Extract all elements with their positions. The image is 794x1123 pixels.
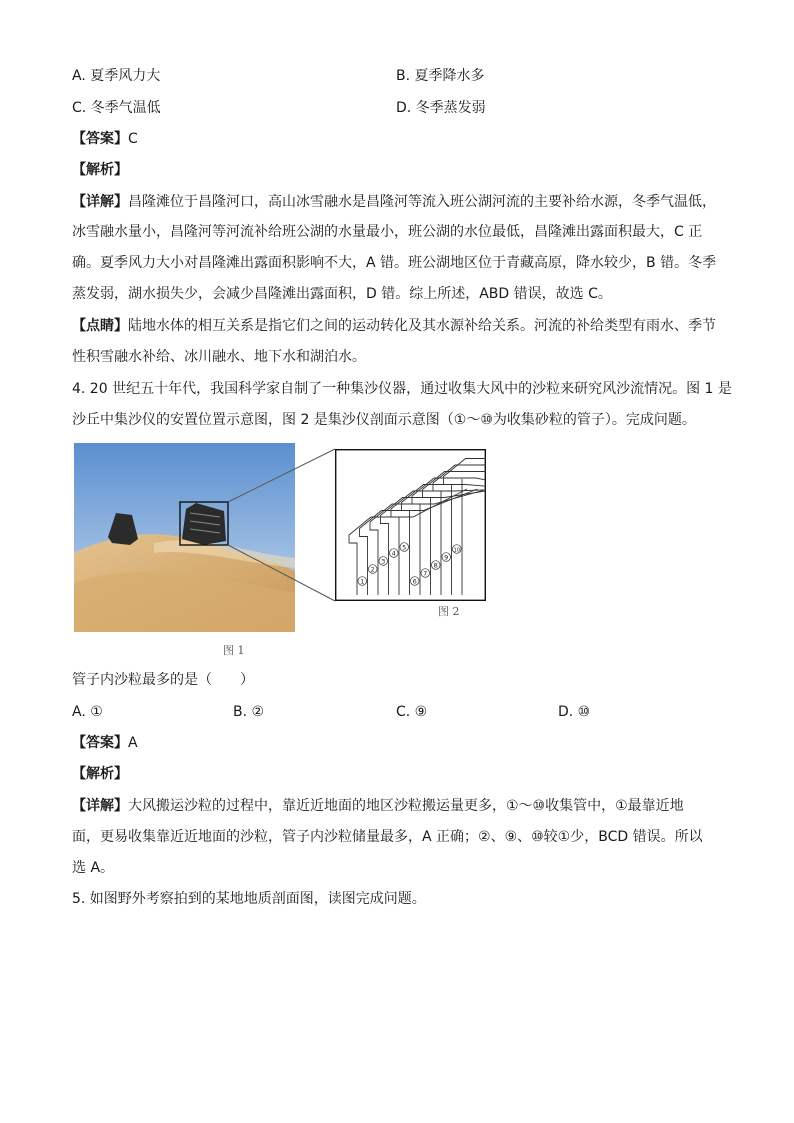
figure-1-photo <box>74 443 295 632</box>
q3-option-a: A. 夏季风力大 <box>72 68 161 84</box>
q4-detail-label: 【详解】 <box>72 798 128 814</box>
q3-point-line-2: 性积雪融水补给、冰川融水、地下水和湖泊水。 <box>72 349 366 365</box>
q3-detail-line-1 <box>72 192 716 212</box>
q3-detail-label: 【详解】 <box>72 194 128 210</box>
q4-option-c: C. ⑨ <box>396 704 428 720</box>
q3-option-b: B. 夏季降水多 <box>396 68 485 84</box>
figure-2-diagram <box>335 449 486 601</box>
q3-point-text: 陆地水体的相互关系是指它们之间的运动转化及其水源补给关系。河流的补给类型有雨水、季节 <box>128 318 716 334</box>
q4-stem-line-1: 4. 20 世纪五十年代，我国科学家自制了一种集沙仪器，通过收集大风中的沙粒来研究风沙流情况。图 1 是 <box>72 381 732 397</box>
q4-stem-line-2: 沙丘中集沙仪的安置位置示意图，图 2 是集沙仪剖面示意图（①～⑩为收集砂粒的管子）。完成问题。 <box>72 412 696 428</box>
q4-answer <box>72 733 138 753</box>
q3-detail-line-3: 确。夏季风力大小对昌隆滩出露面积影响不大，A 错。班公湖地区位于青藏高原，降水较少，B 错。冬季 <box>72 255 717 271</box>
q4-answer-label: 【答案】 <box>72 735 128 751</box>
q3-answer-label: 【答案】 <box>72 131 128 147</box>
tube-number-label: 2 <box>370 565 375 574</box>
q4-question: 管子内沙粒最多的是（ ） <box>72 672 254 688</box>
figure-1-caption: 图 1 <box>223 644 245 657</box>
q4-answer-value: A <box>128 735 138 751</box>
figure-2-caption: 图 2 <box>438 605 460 618</box>
q3-option-c: C. 冬季气温低 <box>72 100 161 116</box>
q4-option-a: A. ① <box>72 704 103 720</box>
q3-answer <box>72 129 138 149</box>
q3-detail-line-2: 冰雪融水量小，昌隆河等河流补给班公湖的水量最小，班公湖的水位最低，昌隆滩出露面积最大，C 正 <box>72 224 703 240</box>
q4-analysis-label: 【解析】 <box>72 766 128 782</box>
q3-option-d: D. 冬季蒸发弱 <box>396 100 486 116</box>
q3-detail-text: 昌隆滩位于昌隆河口，高山冰雪融水是昌隆河等流入班公湖河流的主要补给水源，冬季气温低， <box>128 194 716 210</box>
q3-point-line-1 <box>72 316 716 336</box>
tube-number-label: 8 <box>433 561 438 570</box>
tube-number-label: 10 <box>453 547 460 554</box>
q5-stem: 5. 如图野外考察拍到的某地地质剖面图，读图完成问题。 <box>72 891 426 907</box>
tube-number-label: 3 <box>381 557 386 566</box>
q4-detail-line-3: 选 A。 <box>72 860 115 876</box>
tube-number-label: 7 <box>423 569 428 578</box>
q4-detail-line-1 <box>72 796 684 816</box>
q4-option-d: D. ⑩ <box>558 704 591 720</box>
q4-option-b: B. ② <box>233 704 265 720</box>
tube-number-label: 6 <box>412 577 417 586</box>
q4-detail-text: 大风搬运沙粒的过程中，靠近近地面的地区沙粒搬运量更多，①～⑩收集管中，①最靠近地 <box>128 798 684 814</box>
q3-answer-value: C <box>128 131 138 147</box>
tube-number-label: 4 <box>391 549 396 558</box>
tube-number-label: 1 <box>360 577 365 586</box>
q3-analysis-label: 【解析】 <box>72 162 128 178</box>
q4-detail-line-2: 面，更易收集靠近近地面的沙粒，管子内沙粒储量最多，A 正确；②、⑨、⑩较①少，BCD 错误。所以 <box>72 829 703 845</box>
tube-number-label: 5 <box>402 543 407 552</box>
q3-detail-line-4: 蒸发弱，湖水损失少，会减少昌隆滩出露面积，D 错。综上所述，ABD 错误，故选 C。 <box>72 286 612 302</box>
q3-point-label: 【点睛】 <box>72 318 128 334</box>
tube-number-label: 9 <box>444 553 449 562</box>
